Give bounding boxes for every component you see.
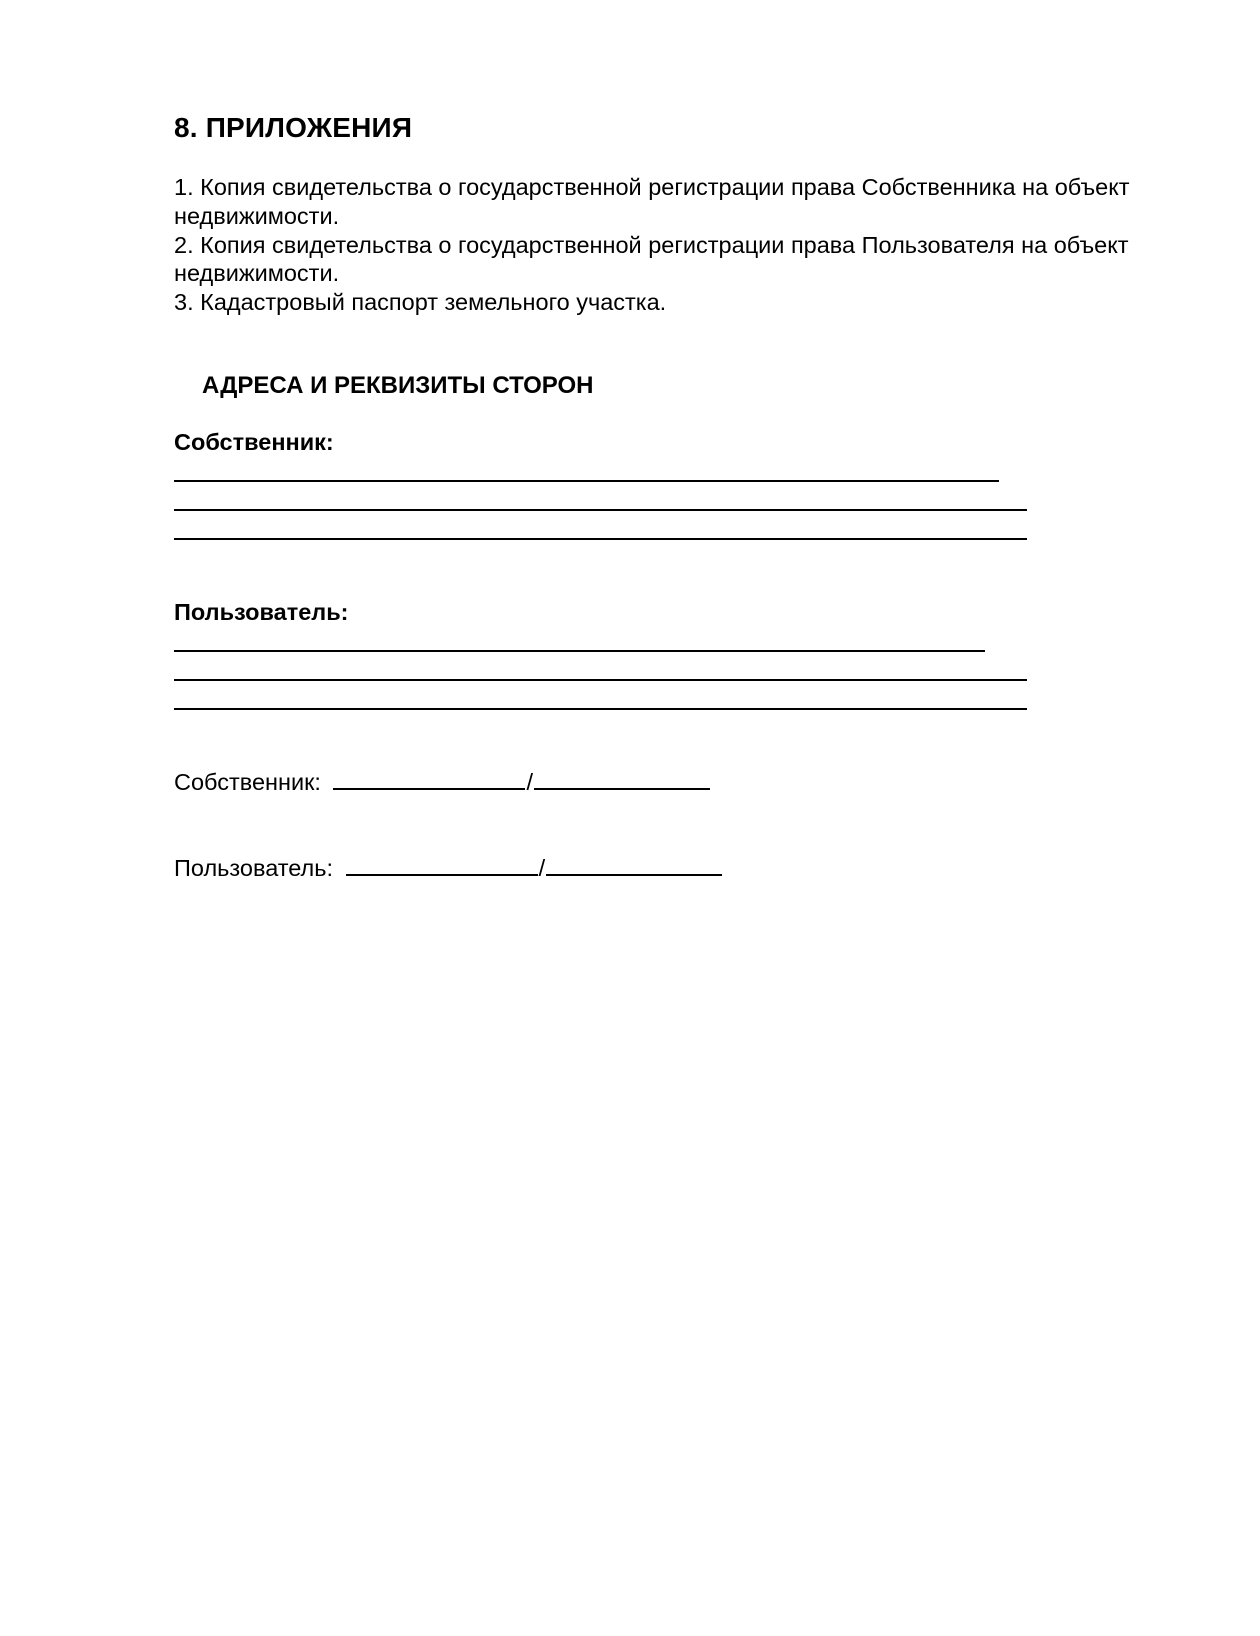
user-signature-label: Пользователь: xyxy=(174,855,334,881)
user-signature-separator: / xyxy=(538,855,546,881)
user-requisites-line-2 xyxy=(174,679,1027,681)
user-signature-blank xyxy=(346,852,538,876)
owner-requisites-line-3 xyxy=(174,538,1027,540)
user-requisites-label: Пользователь: xyxy=(174,599,349,625)
requisites-title: АДРЕСА И РЕКВИЗИТЫ СТОРОН xyxy=(202,372,594,399)
owner-signature-label: Собственник: xyxy=(174,769,321,795)
owner-signature-row xyxy=(174,766,710,796)
owner-requisites-label: Собственник: xyxy=(174,429,334,455)
owner-signature-separator: / xyxy=(526,769,533,795)
attachments-list xyxy=(174,173,1134,317)
user-signature-row xyxy=(174,852,722,882)
section-title: 8. ПРИЛОЖЕНИЯ xyxy=(174,112,413,143)
user-requisites-line-3 xyxy=(174,708,1027,710)
owner-requisites-line-1 xyxy=(174,480,999,482)
list-item: 3. Кадастровый паспорт земельного участка. xyxy=(174,289,667,316)
owner-requisites-line-2 xyxy=(174,509,1027,511)
owner-signature-blank xyxy=(333,766,525,790)
list-item: 1. Копия свидетельства о государственной регистрации права Собственника на объект недвижимости. xyxy=(174,174,1130,229)
list-item: 2. Копия свидетельства о государственной регистрации права Пользователя на объект недвижимости. xyxy=(174,231,1129,287)
user-requisites-line-1 xyxy=(174,650,985,652)
user-name-blank xyxy=(546,852,722,876)
owner-name-blank xyxy=(534,766,710,790)
